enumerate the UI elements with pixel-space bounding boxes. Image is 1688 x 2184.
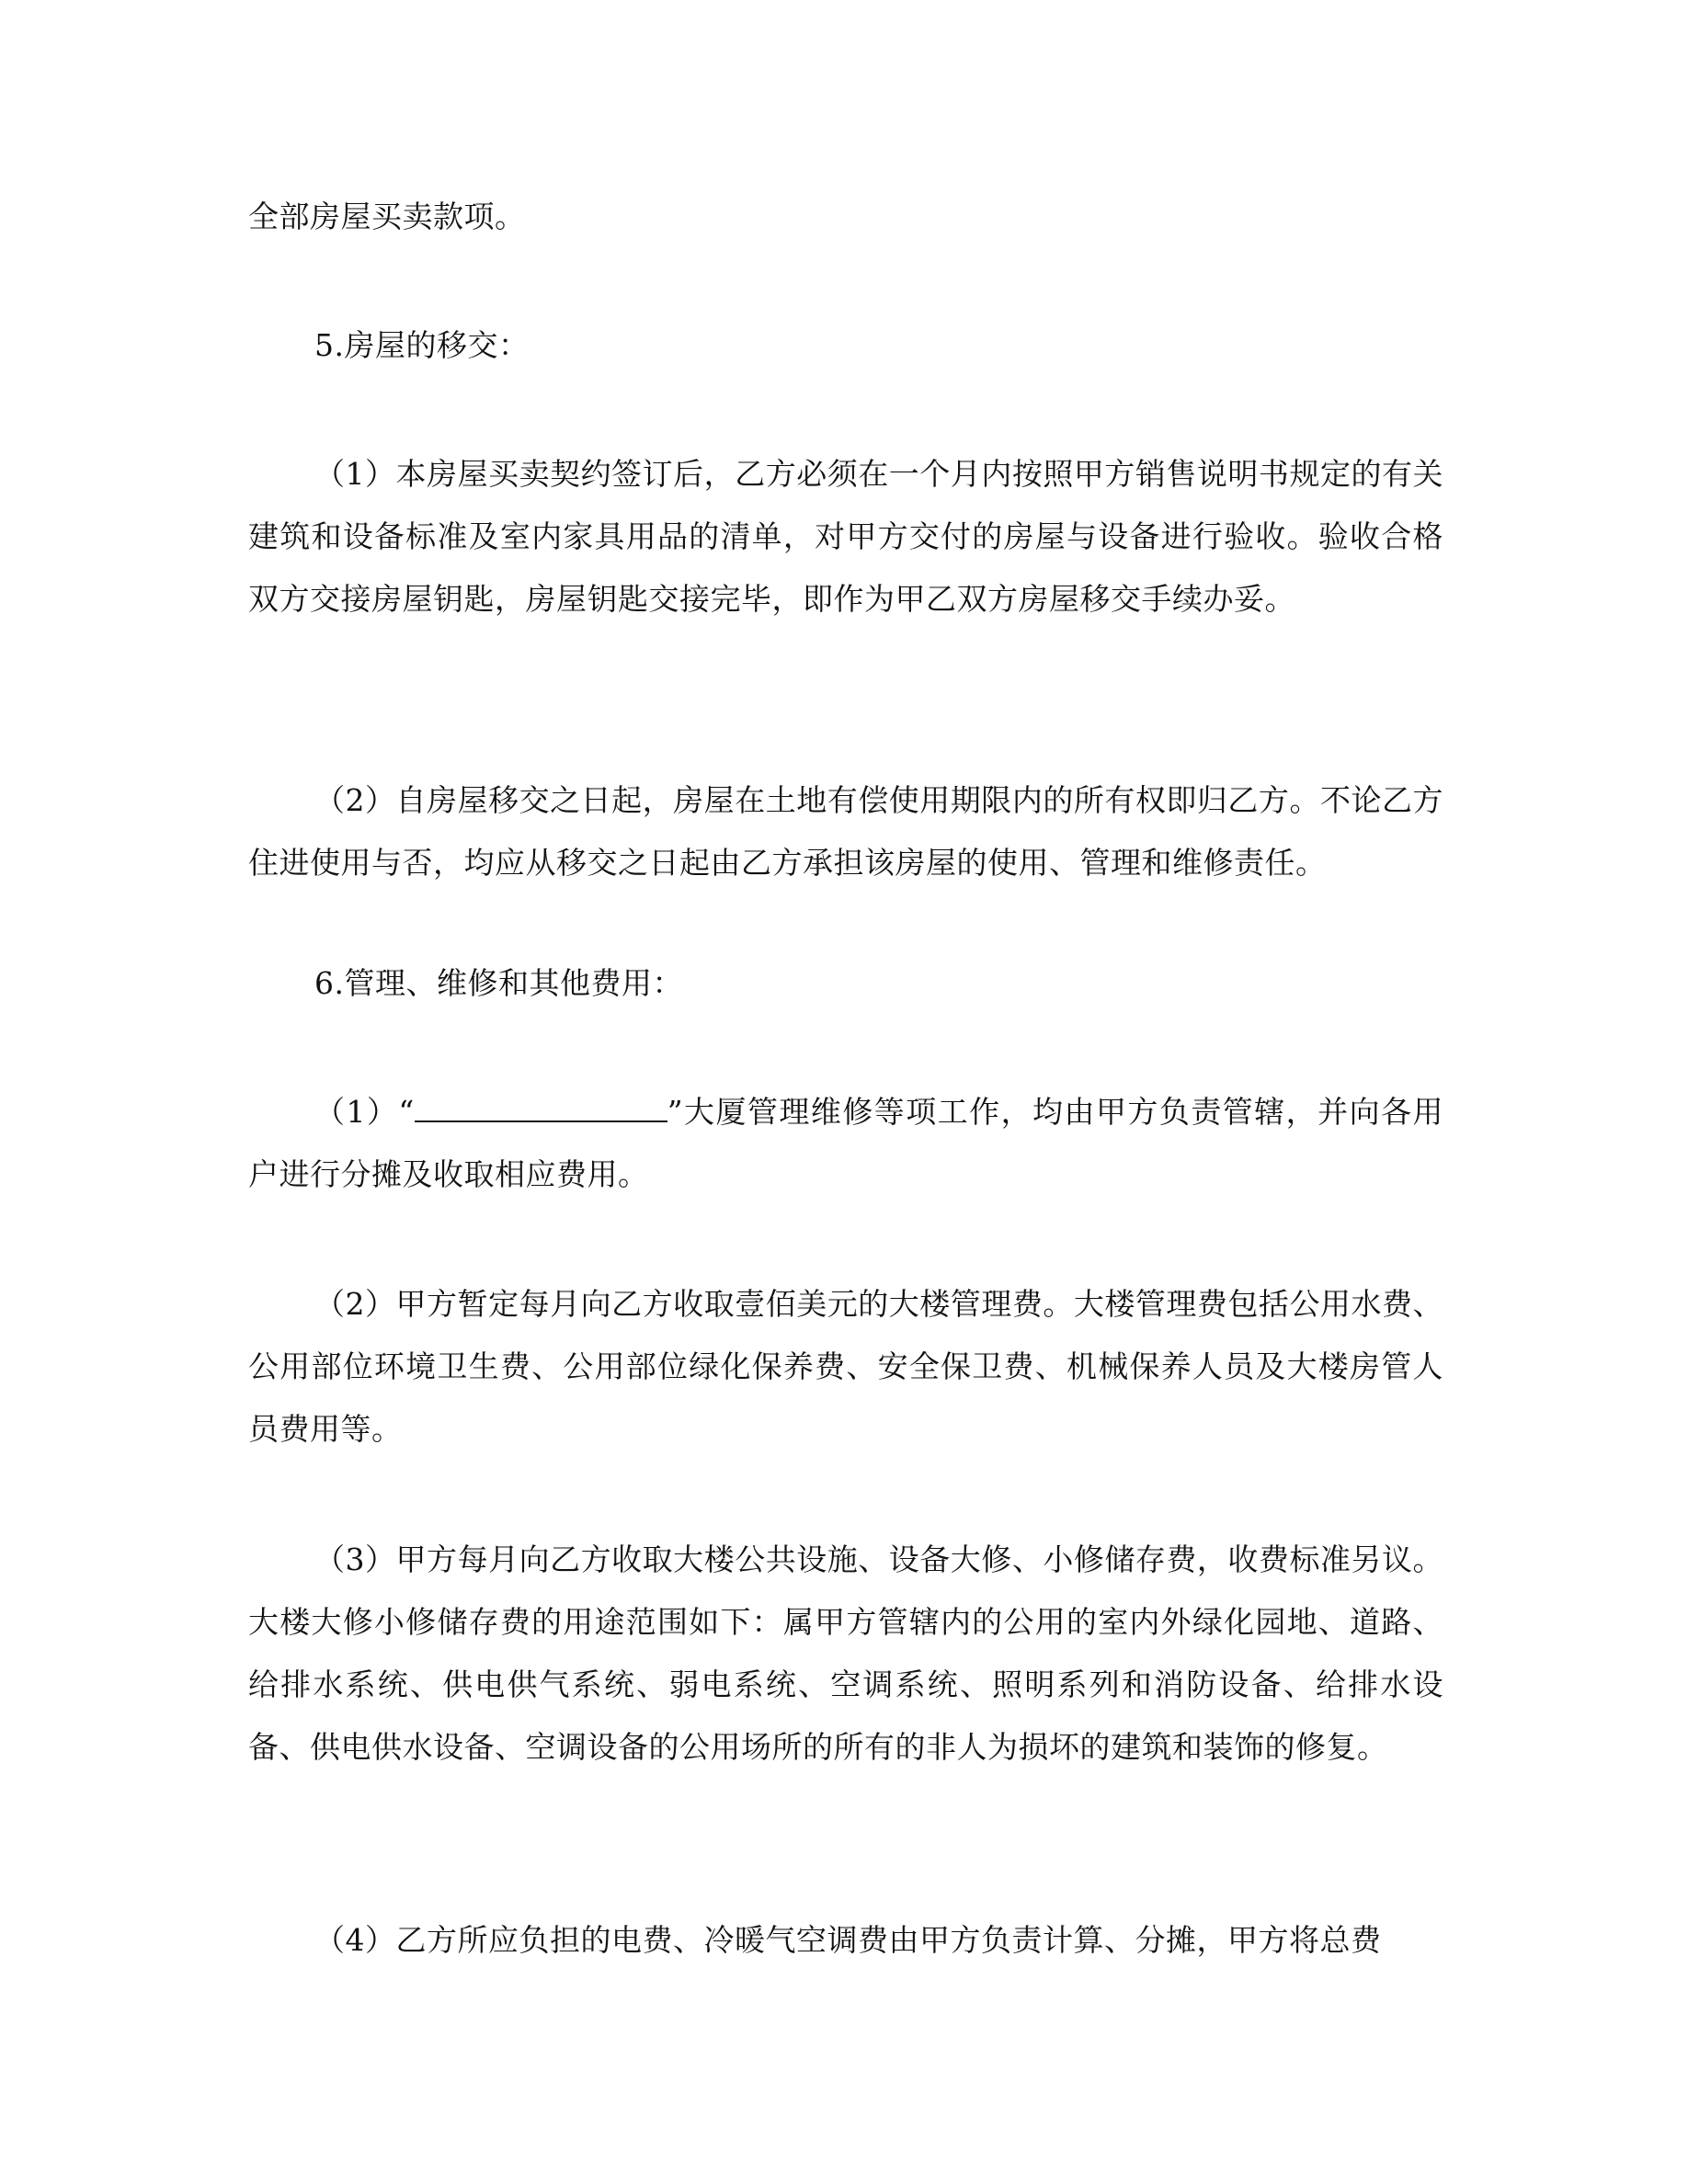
section-heading-management-fees: 6.管理、维修和其他费用： bbox=[314, 965, 683, 1001]
paragraph-handover-2: （2）自房屋移交之日起，房屋在土地有偿使用期限内的所有权即归乙方。不论乙方住进使用与否，均应从移交之日起由乙方承担该房屋的使用、管理和维修责任。 bbox=[248, 782, 1443, 881]
paragraph-management-1 bbox=[248, 1081, 1443, 1206]
paragraph-handover-1: （1）本房屋买卖契约签订后，乙方必须在一个月内按照甲方销售说明书规定的有关建筑和设备标准及室内家具用品的清单，对甲方交付的房屋与设备进行验收。验收合格双方交接房屋钥匙，房屋钥匙交接完毕，即作为甲乙双方房屋移交手续办妥。 bbox=[248, 456, 1443, 617]
paragraph-payment-end: 全部房屋买卖款项。 bbox=[248, 199, 526, 234]
paragraph-text-before-blank: （1）“ bbox=[314, 1094, 415, 1130]
fill-in-blank-building-name bbox=[415, 1093, 667, 1122]
section-heading-house-handover: 5.房屋的移交： bbox=[314, 327, 530, 363]
paragraph-management-3: （3）甲方每月向乙方收取大楼公共设施、设备大修、小修储存费，收费标准另议。大楼大修小修储存费的用途范围如下：属甲方管辖内的公用的室内外绿化园地、道路、给排水系统、供电供气系统、弱电系统、空调系统、照明系列和消防设备、给排水设备、供电供水设备、空调设备的公用场所的所有的非人为损坏的建筑和装饰的修复。 bbox=[248, 1541, 1443, 1765]
paragraph-management-4: （4）乙方所应负担的电费、冷暖气空调费由甲方负责计算、分摊，甲方将总费 bbox=[314, 1922, 1382, 1958]
paragraph-text-after-blank: ”大厦管理维修等项工作，均由甲方负责管辖，并向各用户进行分摊及收取相应费用。 bbox=[248, 1094, 1443, 1192]
paragraph-management-2: （2）甲方暂定每月向乙方收取壹佰美元的大楼管理费。大楼管理费包括公用水费、公用部位环境卫生费、公用部位绿化保养费、安全保卫费、机械保养人员及大楼房管人员费用等。 bbox=[248, 1286, 1443, 1447]
